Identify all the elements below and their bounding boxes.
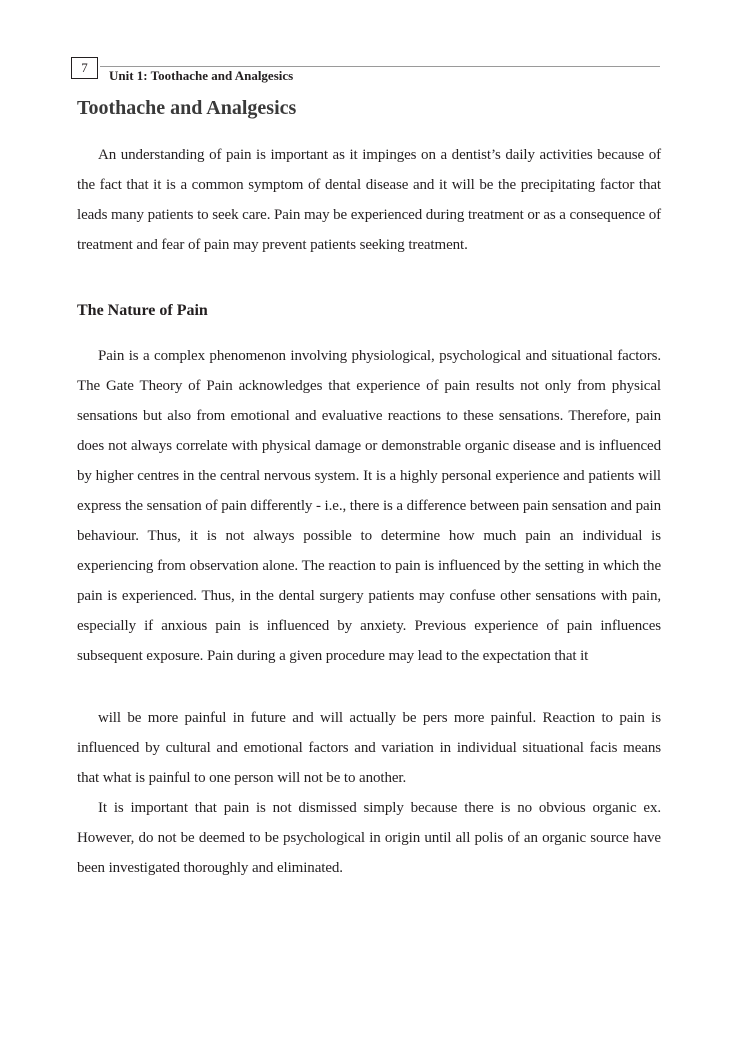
body-paragraph-2: will be more painful in future and will actually be pers more painful. Reaction to pain is influenced by cultural and emotional factors and variation in individual situational facis means that what is painful to one person will not be to another. [77, 710, 661, 786]
body-paragraph-1: Pain is a complex phenomenon involving physiological, psychological and situational factors. The Gate Theory of Pain acknowledges that experience of pain results not only from physical sensations but also from emotional and evaluative reactions to these sensations. Therefore, pain does not always correlate with physical damage or demonstrable organic disease and is influenced by higher centres in the central nervous system. It is a highly personal experience and patients will express the sensation of pain differently - i.e., there is a difference between pain sensation and pain behaviour. Thus, it is not always possible to determine how much pain an individual is experiencing from observation alone. The reaction to pain is influenced by the setting in which the pain is experienced. Thus, in the dental surgery patients may confuse other sensations with pain, especially if anxious pain is influenced by anxiety. Previous experience of pain influences subsequent exposure. Pain during a given procedure may lead to the expectation that it [77, 348, 661, 664]
page-number: 7 [71, 57, 98, 79]
intro-paragraph: An understanding of pain is important as it impinges on a dentist’s daily activities because of the fact that it is a common symptom of dental disease and it will be the precipitating factor that leads many patients to seek care. Pain may be experienced during treatment or as a consequence of treatment and fear of pain may prevent patients seeking treatment. [77, 147, 661, 253]
article-title: Toothache and Analgesics [77, 97, 297, 119]
section-heading: The Nature of Pain [77, 302, 208, 319]
running-header-title: Unit 1: Toothache and Analgesics [109, 68, 294, 83]
body-paragraph-3: It is important that pain is not dismissed simply because there is no obvious organic ex. However, do not be deemed to be psychological in origin until all polis of an organic source have been investigated thoroughly and eliminated. [77, 800, 661, 876]
header-divider [100, 66, 660, 67]
